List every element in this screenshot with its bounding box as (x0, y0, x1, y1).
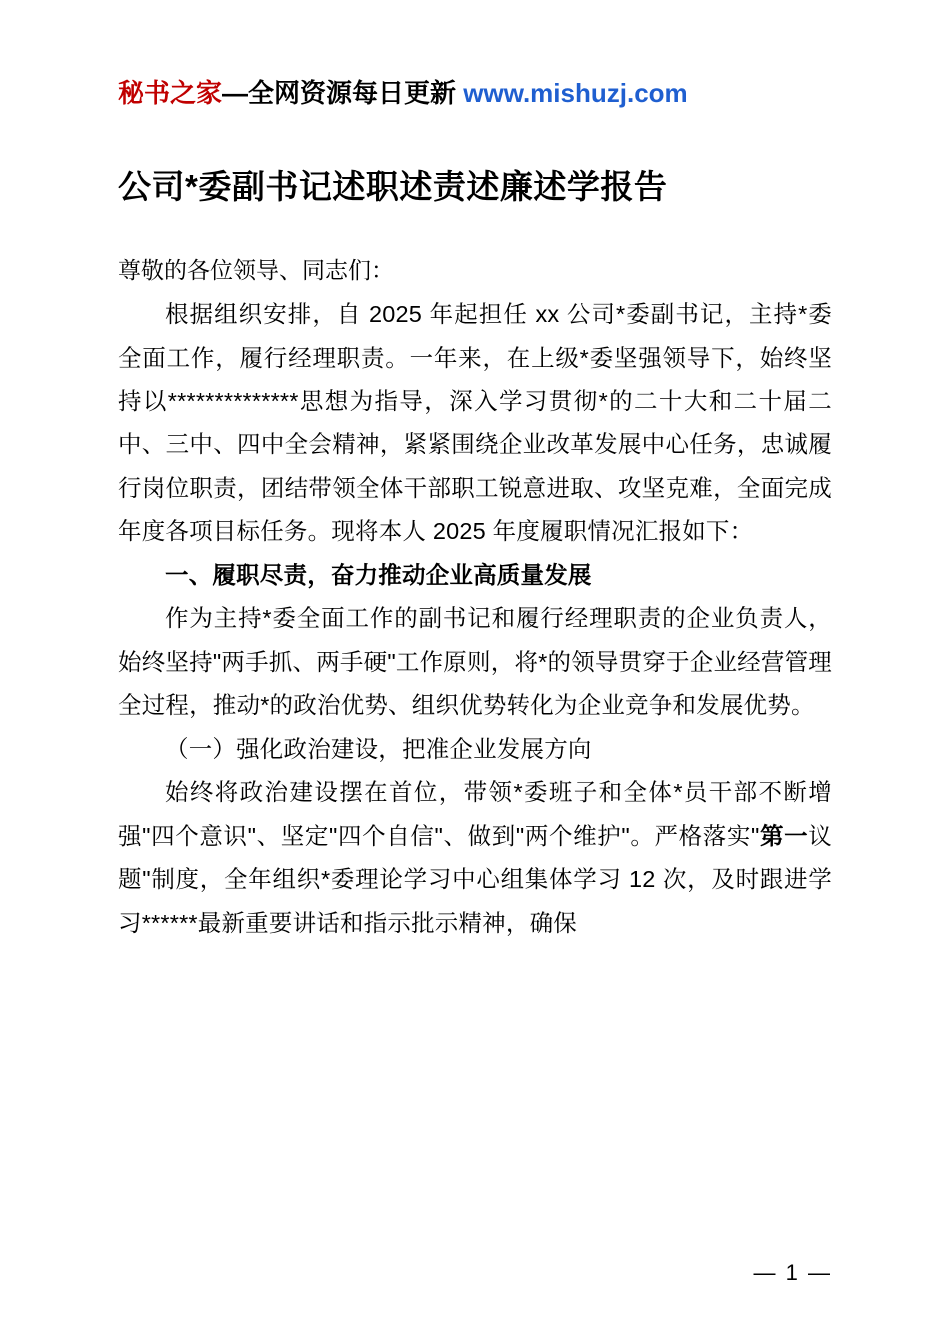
paragraph-political-part1: 始终将政治建设摆在首位，带领*委班子和全体*员干部不断增强"四个意识"、坚定"四个自信"、做到"两个维护"。严格落实" (118, 779, 832, 849)
paragraph-political-part2: 议题"制度，全年组织*委理论学习中心组集体学习 12 次，及时跟进学习******最新重要讲话和指示批示精神，确保 (118, 822, 832, 936)
site-brand: 秘书之家 (118, 78, 223, 108)
paragraph-political-emphasis: 第一 (759, 822, 809, 849)
site-banner (118, 78, 832, 109)
salutation: 尊敬的各位领导、同志们： (118, 256, 394, 283)
site-tagline: —全网资源每日更新 (222, 78, 464, 108)
site-url[interactable]: www.mishuzj.com (463, 78, 688, 108)
page-title: 公司*委副书记述职述责述廉述学报告 (118, 168, 668, 206)
page-number: — 1 — (753, 1260, 832, 1285)
section-heading-2: （一）强化政治建设，把准企业发展方向 (165, 735, 592, 762)
paragraph-responsibility: 作为主持*委全面工作的副书记和履行经理职责的企业负责人，始终坚持"两手抓、两手硬"工作原则，将*的领导贯穿于企业经营管理全过程，推动*的政治优势、组织优势转化为企业竞争和发展优势。 (118, 605, 832, 719)
paragraph-intro: 根据组织安排，自 2025 年起担任 xx 公司*委副书记，主持*委全面工作，履行经理职责。一年来，在上级*委坚强领导下，始终坚持以**************思想为指导，深入学习贯彻*的二十大和二十届二中、三中、四中全会精神，紧紧围绕企业改革发展中心任务，忠诚履行岗位职责，团结带领全体干部职工锐意进取、攻坚克难，全面完成年度各项目标任务。现将本人 2025 年度履职情况汇报如下： (118, 301, 832, 545)
paragraph-political-building (118, 771, 832, 945)
section-heading-1: 一、履职尽责，奋力推动企业高质量发展 (165, 561, 592, 588)
